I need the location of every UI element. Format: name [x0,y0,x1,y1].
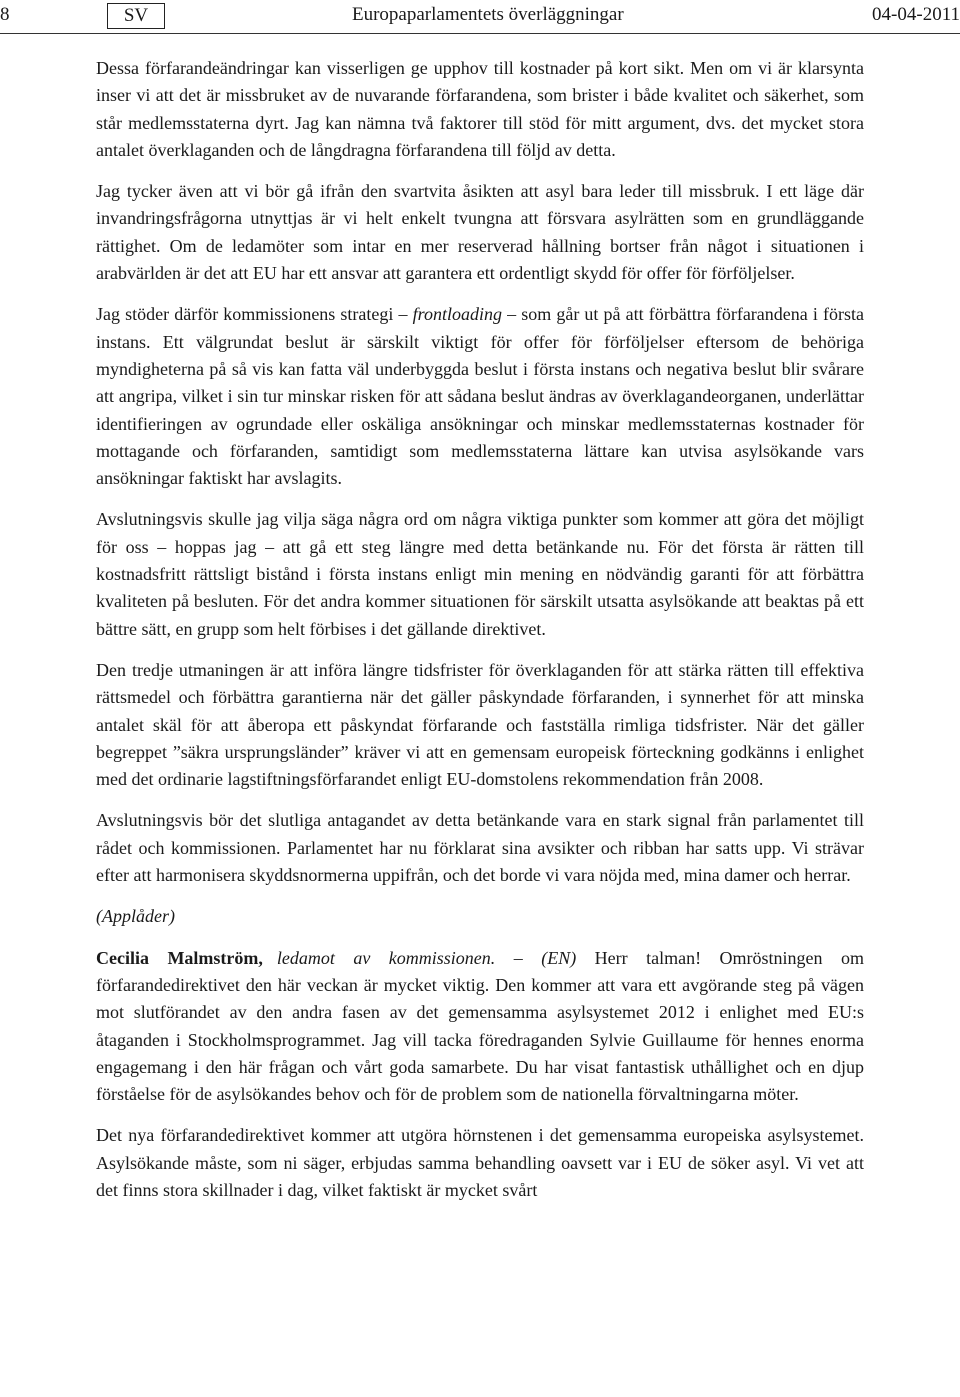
paragraph-3 [96,301,864,492]
sitting-date: 04-04-2011 [872,4,960,25]
applause-note: (Applåder) [96,906,175,927]
publication-title: Europaparlamentets överläggningar [352,4,624,25]
speaker-role: ledamot av kommissionen. – (EN) [276,947,577,968]
debate-text [96,55,864,1218]
paragraph-8: Det nya förfarandedirektivet kommer att utgöra hörnstenen i det gemensamma europeiska asylsystemet. Asylsökande måste, som ni säger, erbjudas samma behandling oavsett var i EU de söker asyl. Vi vet att det finns stora skillnader i dag, vilket faktiskt är mycket svårt [96,1125,864,1200]
speaker-paragraph [96,945,864,1109]
paragraph-6: Avslutningsvis bör det slutliga antagandet av detta betänkande vara en stark signal från parlamentet till rådet och kommissionen. Parlamentet har nu förklarat sina avsikter och ribban har satts upp. Vi strävar efter att harmonisera skyddsnormerna uppifrån, och det borde vi vara nöjda med, mina damer och herrar. [96,810,864,886]
paragraph-5: Den tredje utmaningen är att införa längre tidsfrister för överklaganden för att stärka rätten till effektiva rättsmedel och förbättra garantierna när det gäller påskyndade förfaranden, i synnerhet för att minska antalet skäl för att åberopa ett påskyndat förfarande och fastställa rimliga tidsfrister. När det gäller begreppet ”säkra ursprungsländer” kräver vi att en gemensam europeisk förteckning godkänns i enlighet med det ordinarie lagstiftningsförfarandet enligt EU-domstolens rekommendation från 2008. [96,659,864,790]
paragraph-3-start: Jag stöder därför kommissionens strategi – [96,304,413,325]
header-rule [0,33,960,34]
frontloading-term: frontloading [412,304,502,325]
paragraph-4: Avslutningsvis skulle jag vilja säga några ord om några viktiga punkter som kommer att göra det möjligt för oss – hoppas jag – att gå ett steg längre med detta betänkande nu. För det första är rätten till kostnadsfritt rättsligt bistånd i första instans enligt min mening en nödvändig garanti för att förbättra kvaliteten på besluten. För det andra kommer situationen för särskilt utsatta asylsökande att beaktas på ett bättre sätt, en grupp som helt förbises i det gällande direktivet. [96,509,864,639]
speaker-name: Cecilia Malmström, [96,947,263,968]
page-header [0,0,960,32]
paragraph-3-end: – som går ut på att förbättra förfarandena i första instans. Ett välgrundat beslut är särskilt viktigt för offer för förföljelser eftersom de behöriga myndigheterna på så vis kan fatta väl underbyggda beslut i första instans och negativa beslut blir svårare att angripa, vilket i sin tur minskar risken för att sådana beslut ändras av överklagandeorganen, underlättar identifieringen av ogrundade eller oskäliga ansökningar och minskar medlemsstaternas kostnader för mottagande och förfaranden, samtidigt som medlemsstaterna lättare kan utvisa asylsökande vars ansökningar faktiskt har avslagits. [96,304,864,489]
language-box: SV [107,3,165,29]
page-number: 8 [0,4,10,25]
speaker-text: Herr talman! Omröstningen om förfarandedirektivet den här veckan är mycket viktig. Den kommer att vara ett avgörande steg på vägen mot slutförandet av den andra fasen av det gemensamma asylsystemet 2012 i enlighet med EU:s åtaganden i Stockholmsprogrammet. Jag vill tacka föredraganden Sylvie Guillaume för hennes enorma engagemang i den här frågan och vårt goda samarbete. Du har visat fantastisk uthållighet och en djup förståelse för de asylsökandes behov och för de problem som de nationella förvaltningarna möter. [96,947,864,1105]
paragraph-2: Jag tycker även att vi bör gå ifrån den svartvita åsikten att asyl bara leder till missbruk. I ett läge där invandringsfrågorna utnyttjas är vi helt enkelt tvungna att försvara asylrätten som en grundläggande rättighet. Om de ledamöter som intar en mer reserverad hållning bortser från något i situationen i arabvärlden är det att EU har ett ansvar att garantera ett ordentligt skydd för offer för förföljelser. [96,181,864,284]
paragraph-1: Dessa förfarandeändringar kan visserligen ge upphov till kostnader på kort sikt. Men om vi är klarsynta inser vi att det är missbruket av de nuvarande förfarandena, som brister i både kvalitet och säkerhet, som står medlemsstaterna dyrt. Jag kan nämna två faktorer till stöd för mitt argument, dvs. det mycket stora antalet överklaganden och de långdragna förfarandena till följd av detta. [96,58,864,160]
